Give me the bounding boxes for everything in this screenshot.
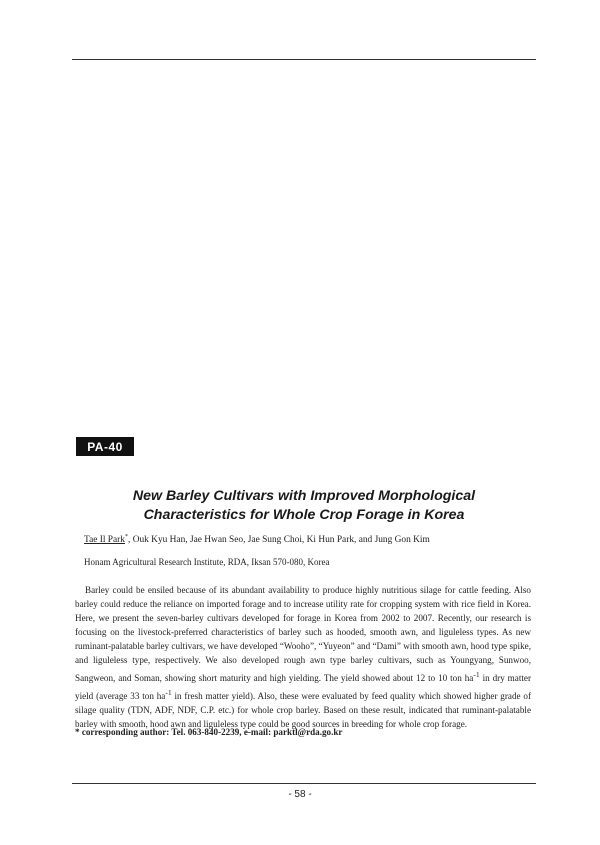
- unit-superscript-2: -1: [165, 687, 172, 697]
- paper-title: [72, 487, 536, 524]
- page-number: - 58 -: [288, 789, 312, 800]
- abstract-part-1: Barley could be ensiled because of its abundant availability to produce highly nutritious silage for cattle feeding. Also barley could reduce the reliance on imported forage and to increase utility rate for cropping system with rice field in Korea. Here, we present the seven-barley cultivars developed for forage in Korea from 2002 to 2007. Recently, our research is focusing on the livestock-preferred characteristics of barley such as hooded, smooth awn, and liguleless types. As new ruminant-palatable barley cultivars, we have developed “Wooho”, “Yuyeon” and “Dami” with smooth awn, hood type spike, and liguleless type, respectively. We also developed rough awn type barley cultivars, such as Youngyang, Sunwoo, Sangweon, and Soman, showing short maturity and high yielding. The yield showed about 12 to 10 ton ha: [75, 585, 531, 683]
- top-rule: [72, 59, 536, 60]
- abstract-part-2: in dry matter yield (average 33 ton ha: [75, 672, 531, 701]
- session-code-badge: PA-40: [76, 437, 134, 456]
- author-list: [84, 534, 524, 545]
- abstract-text: [75, 584, 531, 732]
- paper-title-line-2: Characteristics for Whole Crop Forage in Korea: [143, 506, 465, 523]
- unit-superscript-1: -1: [473, 669, 480, 679]
- abstract-part-3: in fresh matter yield). Also, these were evaluated by feed quality which showed higher grade of silage quality (TDN, ADF, NDF, C.P. etc.) for whole crop barley. Based on these result, indicated that ruminant-palatable barley with smooth, hood awn and liguleless type could be good sources in breeding for whole crop forage.: [75, 690, 531, 729]
- other-authors: , Ouk Kyu Han, Jae Hwan Seo, Jae Sung Choi, Ki Hun Park, and Jung Gon Kim: [128, 535, 430, 546]
- bottom-rule: [72, 783, 536, 784]
- corresponding-author: * corresponding author: Tel. 063-840-2239, e-mail: parktl@rda.go.kr: [75, 727, 343, 737]
- paper-title-line-1: New Barley Cultivars with Improved Morphological: [132, 488, 476, 504]
- first-author: Tae Il Park: [84, 535, 125, 546]
- affiliation: Honam Agricultural Research Institute, RDA, Iksan 570-080, Korea: [84, 557, 330, 567]
- corresponding-mark: *: [125, 534, 128, 540]
